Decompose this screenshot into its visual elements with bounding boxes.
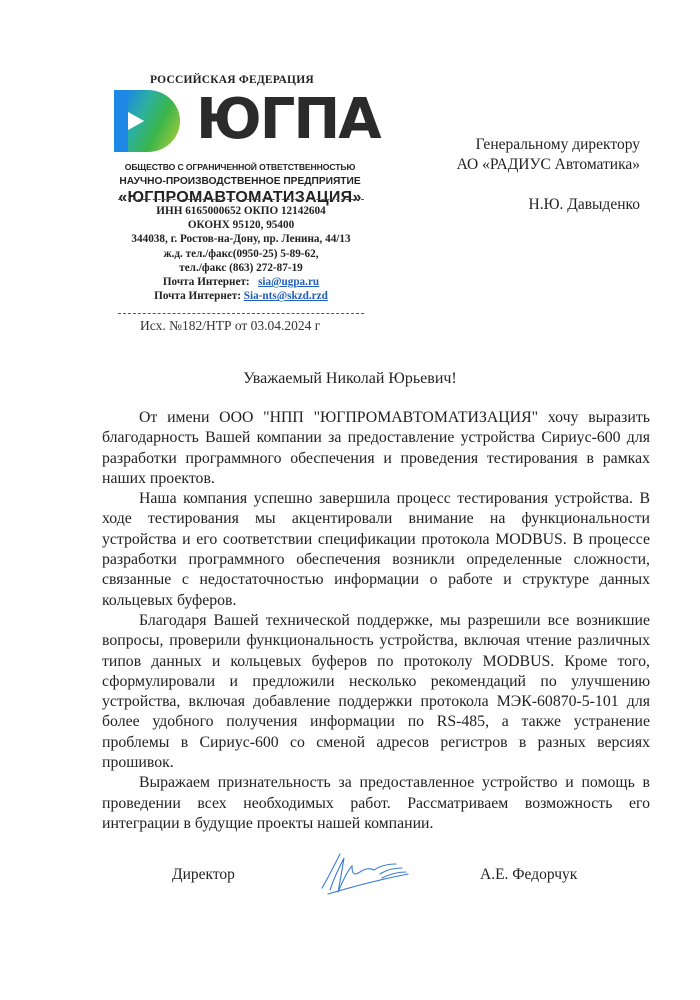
org-kind: НАУЧНО-ПРОИЗВОДСТВЕННОЕ ПРЕДПРИЯТИЕ <box>119 176 361 187</box>
logo-mark-icon <box>114 88 182 154</box>
country-label: РОССИЙСКАЯ ФЕДЕРАЦИЯ <box>150 74 314 86</box>
email-label: Почта Интернет: <box>162 276 250 289</box>
org-type: ОБЩЕСТВО С ОГРАНИЧЕННОЙ ОТВЕТСТВЕННОСТЬЮ <box>124 162 356 172</box>
addressee-position: Генеральному директору <box>475 136 640 153</box>
phone-city: тел./факс (863) 272-87-19 <box>179 261 303 274</box>
logo-wordmark: ЮГПА <box>196 87 380 152</box>
company-logo <box>114 87 380 156</box>
signature-icon <box>318 848 410 898</box>
requisites <box>110 204 372 303</box>
letter-body <box>102 408 650 834</box>
inn-okpo: ИНН 6165000652 ОКПО 12142604 <box>156 205 326 217</box>
signer-name: А.Е. Федорчук <box>480 866 578 883</box>
paragraph: Наша компания успешно завершила процесс тестирования устройства. В ходе тестирования мы акцентировали внимание на функциональности устройства и его соответствии спецификации протокола MODBUS. В процессе разработки программного обеспечения возникли определенные сложности, связанные с недостаточностью информации о работе и структуре данных кольцевых буферов. <box>102 490 650 609</box>
okonh: ОКОНХ 95120, 95400 <box>187 219 295 232</box>
addressee-name: Н.Ю. Давыденко <box>528 196 640 213</box>
addressee <box>457 135 640 215</box>
email-row-1 <box>110 275 372 289</box>
paragraph: Благодаря Вашей технической поддержке, мы разрешили все возникшие вопросы, проверили функциональность устройства, включая чтение различных типов данных и кольцевых буферов по протоколу MODBUS. Кроме того, сформулировали и предложили несколько рекомендаций по улучшению устройства, включая добавление поддержки протокола МЭК-60870-5-101 для более удобного получения информации по RS-485, а также устранение проблемы в Сириус-600 со сменой адресов регистров в разных версиях прошивок. <box>102 611 650 772</box>
email-link-1[interactable]: sia@ugpa.ru <box>258 276 320 289</box>
divider-bottom <box>118 313 364 314</box>
email-label: Почта Интернет: <box>154 290 241 303</box>
salutation: Уважаемый Николай Юрьевич! <box>243 370 457 387</box>
paragraph: От имени ООО "НПП "ЮГПРОМАВТОМАТИЗАЦИЯ" хочу выразить благодарность Вашей компании за предоставление устройства Сириус-600 для разработки программного обеспечения и проведения тестирования в рамках наших проектов. <box>102 409 650 487</box>
phone-rail: ж.д. тел./факс(0950-25) 5-89-62, <box>163 247 319 260</box>
org-name: «ЮГПРОМАВТОМАТИЗАЦИЯ» <box>118 189 362 206</box>
address: 344038, г. Ростов-на-Дону, пр. Ленина, 44/13 <box>131 233 351 246</box>
email-link-2[interactable]: Sia-nts@skzd.rzd <box>243 290 328 303</box>
addressee-company: АО «РАДИУС Автоматика» <box>456 156 640 173</box>
paragraph: Выражаем признательность за предоставленное устройство и помощь в проведении всех необходимых работ. Рассматриваем возможность его интеграции в будущие проекты нашей компании. <box>102 774 650 832</box>
signature-block <box>0 860 700 900</box>
signer-title: Директор <box>172 866 235 883</box>
outgoing-number: Исх. №182/НТР от 03.04.2024 г <box>140 318 321 333</box>
email-row-2 <box>110 289 372 303</box>
divider-top <box>118 199 364 200</box>
